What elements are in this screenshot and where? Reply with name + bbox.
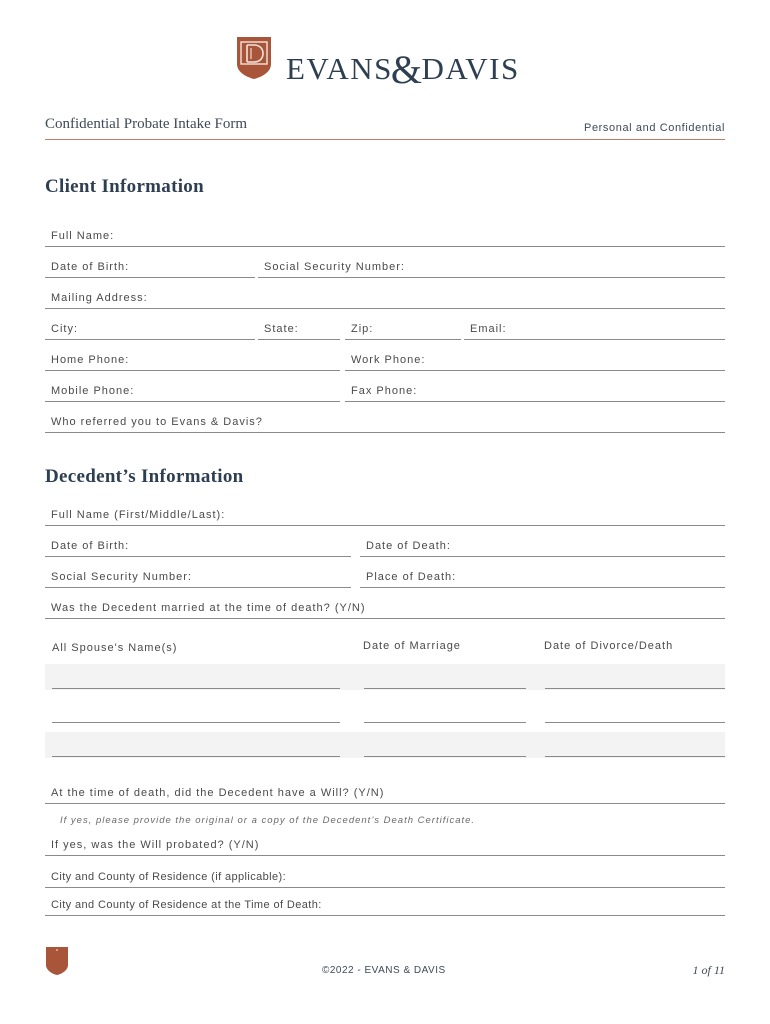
client-dob-label: Date of Birth: (51, 261, 130, 273)
client-home-phone-label: Home Phone: (51, 354, 130, 366)
decedent-full-name-label: Full Name (First/Middle/Last): (51, 509, 226, 521)
will-probated-field[interactable] (45, 834, 725, 856)
decedent-place-of-death-field[interactable] (360, 566, 725, 588)
client-zip-label: Zip: (351, 323, 374, 335)
marriage-date-input[interactable] (364, 688, 526, 689)
divorce-death-date-input[interactable] (545, 722, 725, 723)
client-state-label: State: (264, 323, 299, 335)
decedent-dob-field[interactable] (45, 535, 351, 557)
client-work-phone-label: Work Phone: (351, 354, 426, 366)
client-fax-phone-field[interactable] (345, 380, 725, 402)
marriage-date-input[interactable] (364, 756, 526, 757)
client-home-phone-field[interactable] (45, 349, 340, 371)
spouse-name-column-header: All Spouse's Name(s) (52, 642, 178, 654)
decedent-ssn-label: Social Security Number: (51, 571, 192, 583)
divorce-death-date-input[interactable] (545, 756, 725, 757)
decedent-dod-field[interactable] (360, 535, 725, 557)
residence-county-field[interactable] (45, 866, 725, 888)
client-work-phone-field[interactable] (345, 349, 725, 371)
client-ssn-label: Social Security Number: (264, 261, 405, 273)
logo-wordmark: EVANS&DAVIS (286, 47, 520, 92)
client-mobile-phone-label: Mobile Phone: (51, 385, 135, 397)
client-section-title: Client Information (45, 176, 204, 197)
page-number: 1 of 11 (692, 963, 725, 977)
client-mobile-phone-field[interactable] (45, 380, 340, 402)
client-state-field[interactable] (258, 318, 340, 340)
decedent-married-label: Was the Decedent married at the time of death? (Y/N) (51, 602, 366, 614)
decedent-section-title: Decedent’s Information (45, 466, 244, 487)
residence-at-death-field[interactable] (45, 894, 725, 916)
shield-logo-icon (236, 36, 272, 80)
spouse-row-shading (45, 664, 725, 690)
confidential-label: Personal and Confidential (584, 122, 725, 134)
divorce-death-column-header: Date of Divorce/Death (544, 640, 674, 652)
residence-county-label: City and County of Residence (if applicable): (51, 871, 287, 883)
client-dob-field[interactable] (45, 256, 255, 278)
spouse-name-input[interactable] (52, 756, 340, 757)
decedent-married-field[interactable] (45, 597, 725, 619)
will-probated-label: If yes, was the Will probated? (Y/N) (51, 839, 260, 851)
client-email-field[interactable] (464, 318, 725, 340)
decedent-will-field[interactable] (45, 782, 725, 804)
client-mailing-address-field[interactable] (45, 287, 725, 309)
client-ssn-field[interactable] (258, 256, 725, 278)
client-city-field[interactable] (45, 318, 255, 340)
client-fax-phone-label: Fax Phone: (351, 385, 418, 397)
header-divider (45, 139, 725, 140)
client-full-name-label: Full Name: (51, 230, 115, 242)
spouse-name-input[interactable] (52, 688, 340, 689)
decedent-will-label: At the time of death, did the Decedent have a Will? (Y/N) (51, 787, 385, 799)
will-note: If yes, please provide the original or a copy of the Decedent’s Death Certificate. (60, 815, 476, 826)
logo (236, 36, 546, 92)
decedent-dod-label: Date of Death: (366, 540, 451, 552)
marriage-date-input[interactable] (364, 722, 526, 723)
decedent-dob-label: Date of Birth: (51, 540, 130, 552)
client-referral-field[interactable] (45, 411, 725, 433)
shield-footer-icon (45, 946, 69, 976)
client-full-name-field[interactable] (45, 225, 725, 247)
client-email-label: Email: (470, 323, 507, 335)
decedent-place-of-death-label: Place of Death: (366, 571, 457, 583)
marriage-date-column-header: Date of Marriage (363, 640, 461, 652)
client-mailing-address-label: Mailing Address: (51, 292, 148, 304)
client-zip-field[interactable] (345, 318, 461, 340)
residence-at-death-label: City and County of Residence at the Time of Death: (51, 899, 322, 911)
footer-copyright: ©2022 - EVANS & DAVIS (322, 965, 446, 976)
client-referral-label: Who referred you to Evans & Davis? (51, 416, 263, 428)
form-title: Confidential Probate Intake Form (45, 116, 248, 132)
spouse-row-shading (45, 732, 725, 758)
client-city-label: City: (51, 323, 78, 335)
spouse-name-input[interactable] (52, 722, 340, 723)
decedent-full-name-field[interactable] (45, 504, 725, 526)
divorce-death-date-input[interactable] (545, 688, 725, 689)
decedent-ssn-field[interactable] (45, 566, 351, 588)
